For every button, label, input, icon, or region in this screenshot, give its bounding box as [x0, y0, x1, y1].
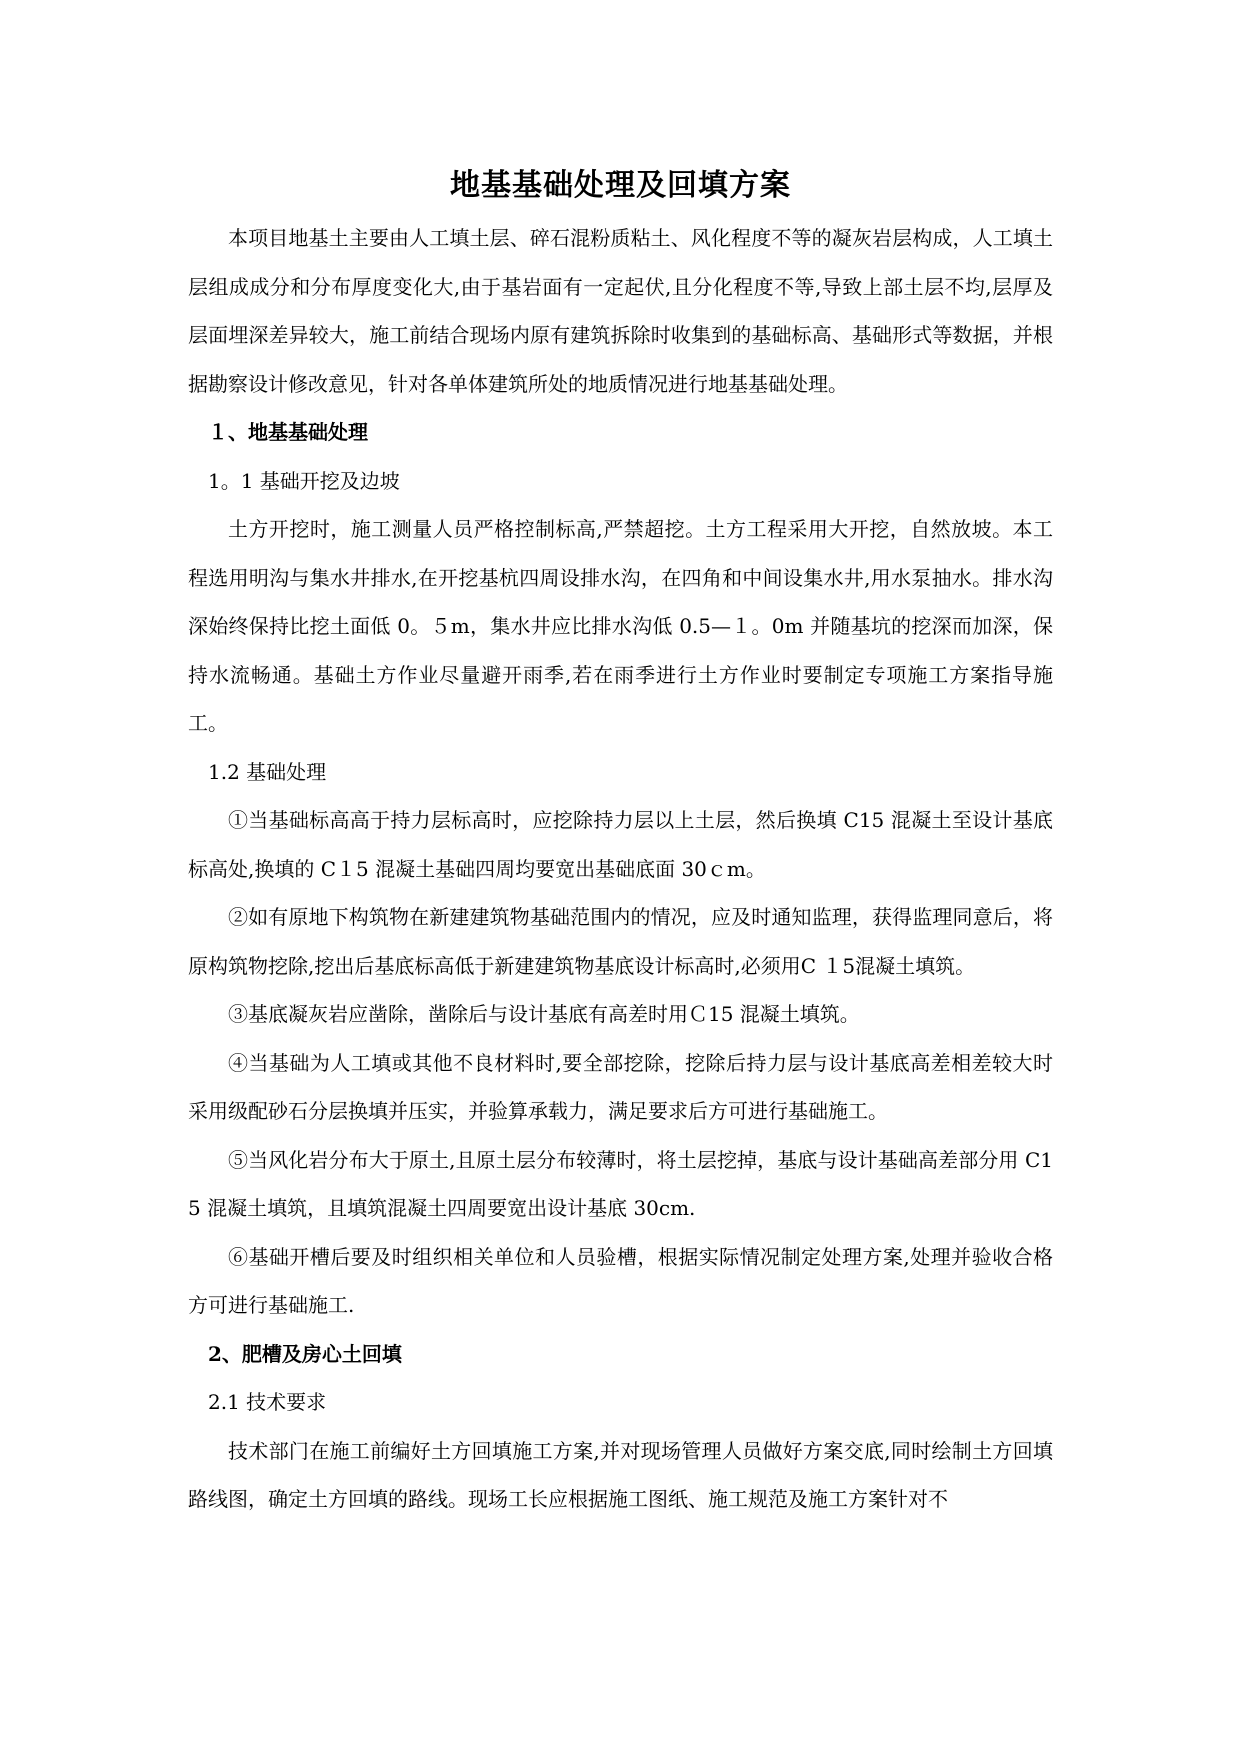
document-title: 地基基础处理及回填方案: [450, 168, 791, 203]
treatment-item-4: ④当基础为人工填或其他不良材料时,要全部挖除，挖除后持力层与设计基底高差相差较大时采用级配砂石分层换填并压实，并验算承载力，满足要求后方可进行基础施工。: [188, 1050, 1053, 1123]
section-1-heading: １、地基基础处理: [208, 420, 368, 444]
treatment-item-2: ②如有原地下构筑物在新建建筑物基础范围内的情况，应及时通知监理，获得监理同意后，将原构筑物挖除,挖出后基底标高低于新建建筑物基底设计标高时,必须用C １5混凝土填筑。: [188, 905, 1053, 978]
subsection-1-2-heading: 1.2 基础处理: [208, 759, 327, 784]
subsection-2-1-paragraph: 技术部门在施工前编好土方回填施工方案,并对现场管理人员做好方案交底,同时绘制土方回填路线图，确定土方回填的路线。现场工长应根据施工图纸、施工规范及施工方案针对不: [188, 1438, 1053, 1511]
intro-paragraph: 本项目地基土主要由人工填土层、碎石混粉质粘土、风化程度不等的凝灰岩层构成，人工填土层组成成分和分布厚度变化大,由于基岩面有一定起伏,且分化程度不等,导致上部土层不均,层厚及层面埋深差异较大，施工前结合现场内原有建筑拆除时收集到的基础标高、基础形式等数据，并根据勘察设计修改意见，针对各单体建筑所处的地质情况进行地基基础处理。: [188, 226, 1053, 396]
subsection-1-1-paragraph: 土方开挖时，施工测量人员严格控制标高,严禁超挖。土方工程采用大开挖，自然放坡。本工程选用明沟与集水井排水,在开挖基杭四周设排水沟，在四角和中间设集水井,用水泵抽水。排水沟深始终保持比挖土面低 0。５m，集水井应比排水沟低 0.5—１。0m 并随基坑的挖深而加深，保持水流畅通。基础土方作业尽量避开雨季,若在雨季进行土方作业时要制定专项施工方案指导施工。: [188, 517, 1053, 735]
treatment-item-1: ①当基础标高高于持力层标高时，应挖除持力层以上土层，然后换填 C15 混凝土至设计基底标高处,换填的 C１5 混凝土基础四周均要宽出基础底面 30ｃm。: [188, 808, 1053, 881]
section-2-heading: 2、肥槽及房心土回填: [208, 1341, 402, 1366]
subsection-2-1-heading: 2.1 技术要求: [208, 1390, 327, 1414]
document-body: [188, 162, 1053, 1524]
treatment-item-5: ⑤当风化岩分布大于原土,且原土层分布较薄时，将土层挖掉，基底与设计基础高差部分用 C15 混凝土填筑，且填筑混凝土四周要宽出设计基底 30cm.: [188, 1147, 1053, 1220]
treatment-item-6: ⑥基础开槽后要及时组织相关单位和人员验槽，根据实际情况制定处理方案,处理并验收合格方可进行基础施工.: [188, 1244, 1053, 1317]
treatment-item-3: ③基底凝灰岩应凿除，凿除后与设计基底有高差时用Ｃ15 混凝土填筑。: [228, 1002, 860, 1026]
subsection-1-1-heading: 1。1 基础开挖及边坡: [208, 468, 400, 493]
